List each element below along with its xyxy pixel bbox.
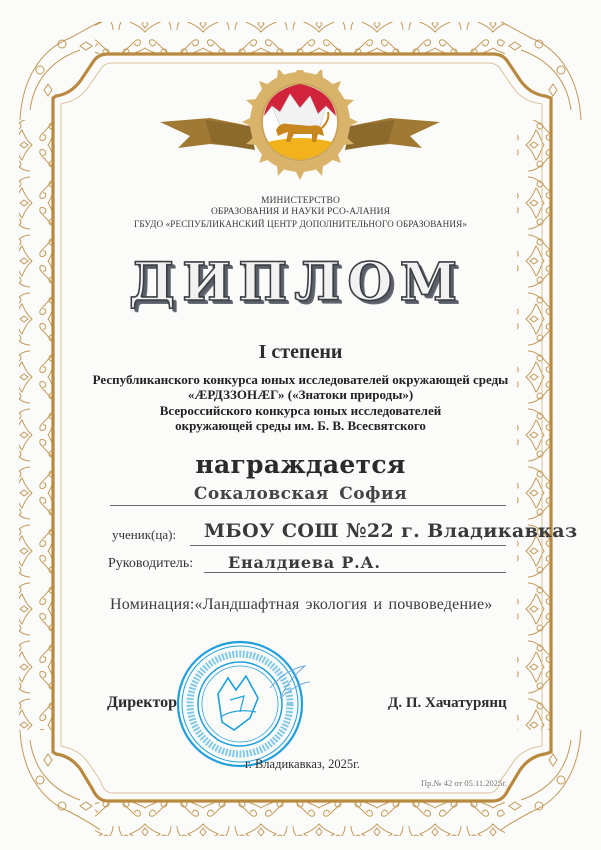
contest-line-1: Республиканского конкурса юных исследователей окружающей среды — [92, 372, 509, 387]
supervisor-underline — [204, 572, 506, 573]
nomination — [110, 596, 493, 614]
contest-line-4: окружающей среды им. Б. В. Всесвятского — [175, 418, 426, 433]
place-date: г. Владикавказ, 2025г. — [245, 757, 360, 771]
nomination-label: Номинация: — [110, 596, 195, 613]
name-underline — [110, 505, 506, 506]
contest-line-2: «ÆРДЗЗОНÆГ» («Знатоки природы») — [187, 387, 414, 402]
supervisor-name: Еналдиева Р.А. — [228, 553, 381, 572]
school-name: МБОУ СОШ №22 г. Владикавказ — [204, 520, 578, 542]
degree: I степени — [258, 341, 343, 363]
ministry-line-1: МИНИСТЕРСТВО — [261, 196, 340, 206]
diploma-title: ДИПЛОМ — [128, 252, 465, 313]
coat-of-arms-emblem — [150, 70, 450, 180]
official-stamp — [170, 638, 315, 773]
school-underline — [190, 545, 506, 546]
supervisor-label: Руководитель: — [108, 556, 194, 571]
recipient-name: Сокаловская София — [193, 484, 408, 504]
awarded-label: награждается — [195, 450, 406, 479]
director-name: Д. П. Хачатурянц — [388, 695, 507, 711]
ministry-line-3: ГБУДО «РЕСПУБЛИКАНСКИЙ ЦЕНТР ДОПОЛНИТЕЛЬНОГО ОБРАЗОВАНИЯ» — [133, 219, 468, 229]
student-label: ученик(ца): — [112, 527, 177, 542]
order-reference: Пр.№ 42 от 05.11.2025г. — [421, 778, 507, 788]
director-label: Директор — [107, 694, 177, 711]
ministry-line-2: ОБРАЗОВАНИЯ И НАУКИ РСО-АЛАНИЯ — [210, 207, 391, 217]
nomination-value: «Ландшафтная экология и почвоведение» — [194, 596, 493, 613]
contest-line-3: Всероссийского конкурса юных исследователей — [159, 403, 442, 418]
